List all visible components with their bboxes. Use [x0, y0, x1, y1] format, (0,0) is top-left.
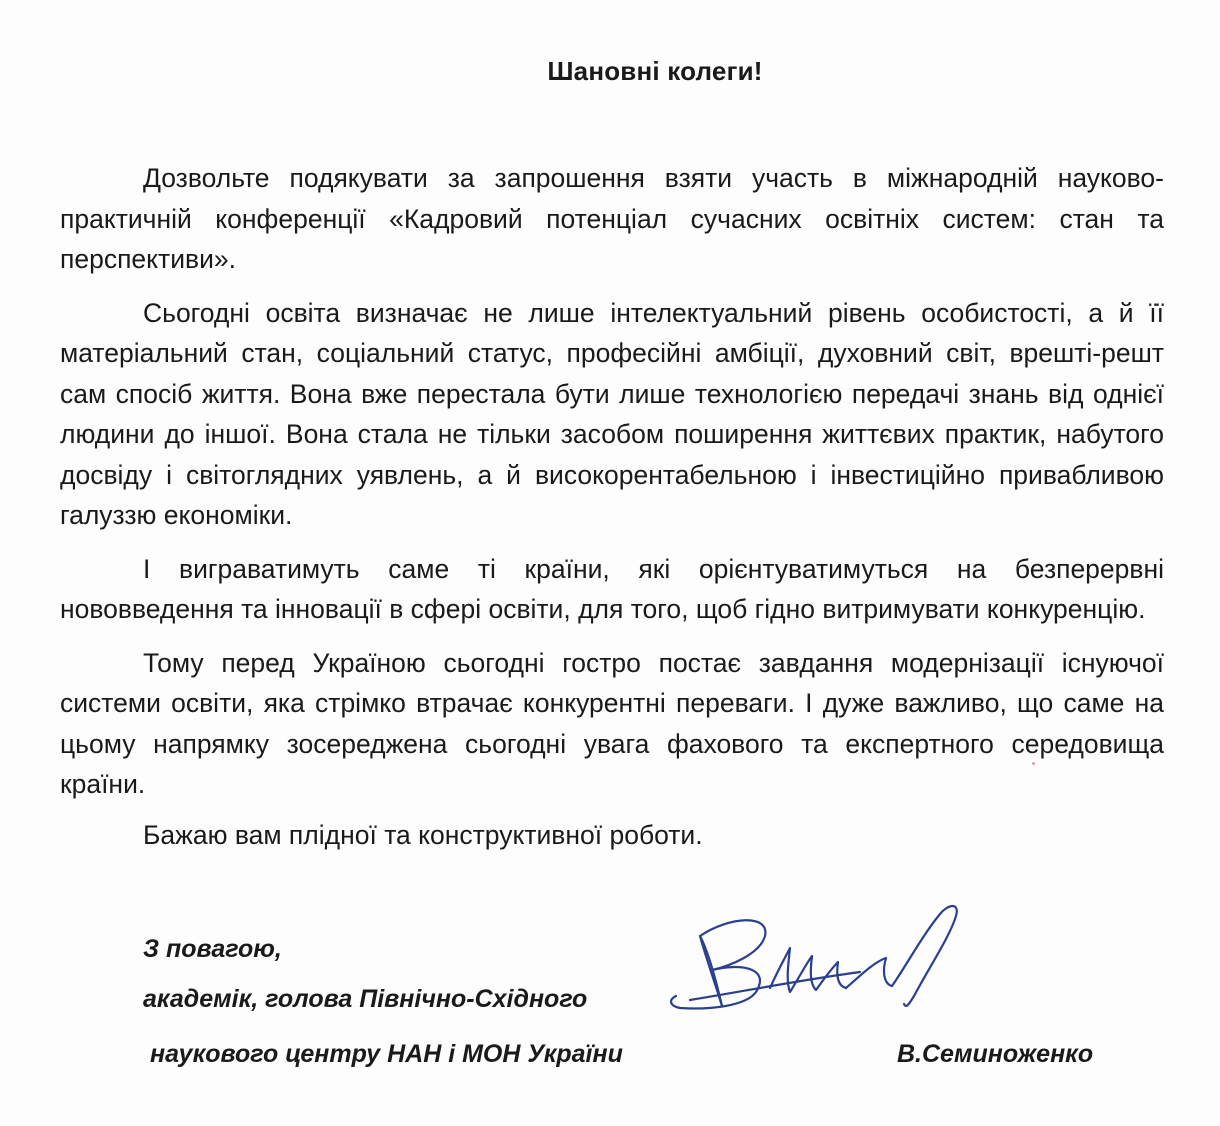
signoff-position-line1: академік, голова Північно-Східного [143, 985, 588, 1013]
paragraph-2: Сьогодні освіта визначає не лише інтелектуальний рівень особистості, а й її матеріальний стан, соціальний статус, професійні амбіції, духовний світ, врешті-решт сам спосіб життя. Вона вже перестала бути лише технологією передачі знань від однієї людини до іншої. Вона стала не тільки засобом поширення життєвих практик, набутого досвіду і світоглядних уявлень, а й високорентабельною і інвестиційно привабливою галуззю економіки. [60, 297, 1164, 530]
letter-body [60, 158, 1164, 818]
signoff-position-line2: наукового центру НАН і МОН України [150, 1040, 623, 1068]
paragraph-3: І виграватимуть саме ті країни, які орієнтуватимуться на безперервні нововведення та інновації в сфері освіти, для того, щоб гідно витримувати конкуренцію. [60, 553, 1164, 624]
signer-name: В.Семиноженко [897, 1040, 1094, 1068]
signoff-regards: З повагою, [143, 935, 282, 963]
handwritten-signature [660, 896, 1020, 1026]
paragraph-4: Тому перед Україною сьогодні гостро постає завдання модернізації існуючої системи освіти, яка стрімко втрачає конкурентні переваги. І дуже важливо, що саме на цьому напрямку зосереджена сьогодні увага фахового та експертного середовища країни. [60, 647, 1164, 799]
paragraph-1: Дозвольте подякувати за запрошення взяти участь в міжнародній науково-практичній конференції «Кадровий потенціал сучасних освітніх систем: стан та перспективи». [60, 163, 1164, 274]
closing-wish: Бажаю вам плідної та конструктивної роботи. [143, 820, 703, 850]
letter-title: Шановні колеги! [547, 56, 763, 86]
ink-dot [1032, 762, 1035, 765]
